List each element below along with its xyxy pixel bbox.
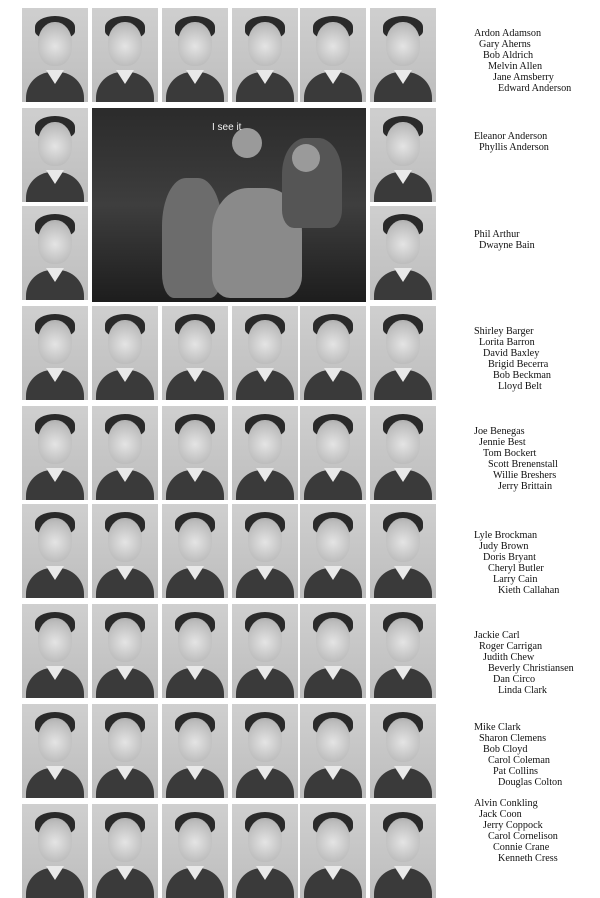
student-name: Dan Circo [493, 674, 536, 686]
name-group [474, 426, 558, 493]
student-name: Dwayne Bain [479, 240, 535, 252]
student-name: Joe Benegas [474, 426, 525, 437]
student-portrait [300, 504, 366, 598]
student-portrait [370, 504, 436, 598]
student-portrait [92, 704, 158, 798]
student-name: Douglas Colton [498, 777, 563, 789]
student-portrait [22, 406, 88, 500]
student-name: Bob Cloyd [483, 744, 528, 756]
student-name: Bob Aldrich [483, 50, 534, 62]
candid-caption: I see it [212, 122, 242, 133]
student-portrait [162, 704, 228, 798]
student-portrait [370, 206, 436, 300]
student-name: Larry Cain [493, 574, 538, 586]
student-name: Judith Chew [483, 652, 535, 664]
name-group [474, 28, 571, 95]
name-group [474, 798, 558, 865]
student-portrait [162, 8, 228, 102]
student-portrait [162, 306, 228, 400]
student-portrait [232, 8, 298, 102]
student-portrait [22, 704, 88, 798]
student-portrait [22, 8, 88, 102]
student-portrait [22, 804, 88, 898]
student-portrait [370, 604, 436, 698]
name-group [474, 722, 562, 789]
student-portrait [300, 804, 366, 898]
student-portrait [300, 306, 366, 400]
name-group [474, 530, 559, 597]
student-name: Carol Coleman [488, 755, 550, 767]
student-portrait [162, 604, 228, 698]
student-name: Phyllis Anderson [479, 142, 549, 154]
student-portrait [92, 8, 158, 102]
student-portrait [300, 8, 366, 102]
student-portrait [232, 306, 298, 400]
name-group [474, 326, 551, 393]
student-name: Jane Amsberry [493, 72, 554, 84]
student-name: Tom Bockert [483, 448, 537, 460]
student-name: David Baxley [483, 348, 540, 360]
student-name: Eleanor Anderson [474, 131, 548, 142]
name-group [474, 630, 574, 697]
student-portrait [22, 108, 88, 202]
student-portrait [300, 406, 366, 500]
student-portrait [92, 306, 158, 400]
student-name: Lyle Brockman [474, 530, 538, 541]
student-portrait [232, 504, 298, 598]
student-name: Jack Coon [479, 809, 522, 821]
student-name: Doris Bryant [483, 552, 536, 564]
student-name: Jackie Carl [474, 630, 520, 641]
student-portrait [370, 306, 436, 400]
candid-face [292, 144, 320, 172]
student-name: Sharon Clemens [479, 733, 547, 745]
student-name: Cheryl Butler [488, 563, 544, 575]
student-name: Edward Anderson [498, 83, 572, 95]
student-portrait [162, 406, 228, 500]
student-name: Mike Clark [474, 722, 521, 733]
student-portrait [370, 108, 436, 202]
student-name: Lloyd Belt [498, 381, 542, 393]
student-portrait [92, 604, 158, 698]
candid-photo [92, 108, 366, 302]
student-name: Willie Breshers [493, 470, 557, 482]
student-portrait [232, 804, 298, 898]
student-portrait [22, 306, 88, 400]
student-name: Pat Collins [493, 766, 539, 778]
student-name: Bob Beckman [493, 370, 552, 382]
student-name: Carol Cornelison [488, 831, 558, 843]
student-name: Beverly Christiansen [488, 663, 574, 675]
student-name: Lorita Barron [479, 337, 535, 349]
student-name: Gary Aherns [479, 39, 531, 51]
student-name: Jennie Best [479, 437, 526, 449]
student-name: Ardon Adamson [474, 28, 542, 39]
student-name: Linda Clark [498, 685, 547, 697]
student-portrait [162, 504, 228, 598]
student-portrait [232, 704, 298, 798]
student-portrait [22, 604, 88, 698]
student-portrait [300, 704, 366, 798]
student-name: Roger Carrigan [479, 641, 543, 653]
student-portrait [22, 504, 88, 598]
student-name: Kenneth Cress [498, 853, 558, 865]
name-group [474, 131, 549, 153]
student-name: Scott Brenenstall [488, 459, 558, 471]
name-group [474, 229, 535, 251]
student-name: Brigid Becerra [488, 359, 549, 371]
student-portrait [370, 804, 436, 898]
student-name: Jerry Coppock [483, 820, 543, 832]
student-portrait [232, 406, 298, 500]
student-name: Alvin Conkling [474, 798, 538, 809]
student-portrait [22, 206, 88, 300]
student-portrait [92, 504, 158, 598]
student-portrait [300, 604, 366, 698]
student-portrait [92, 804, 158, 898]
student-name: Phil Arthur [474, 229, 520, 240]
student-portrait [232, 604, 298, 698]
student-name: Judy Brown [479, 541, 529, 553]
portrait-grid [22, 8, 436, 888]
student-name: Shirley Barger [474, 326, 534, 337]
student-name: Kieth Callahan [498, 585, 560, 597]
student-name: Jerry Brittain [498, 481, 553, 493]
student-name: Connie Crane [493, 842, 550, 854]
student-portrait [370, 8, 436, 102]
student-portrait [92, 406, 158, 500]
student-portrait [370, 406, 436, 500]
student-portrait [162, 804, 228, 898]
student-name: Melvin Allen [488, 61, 543, 73]
student-portrait [370, 704, 436, 798]
